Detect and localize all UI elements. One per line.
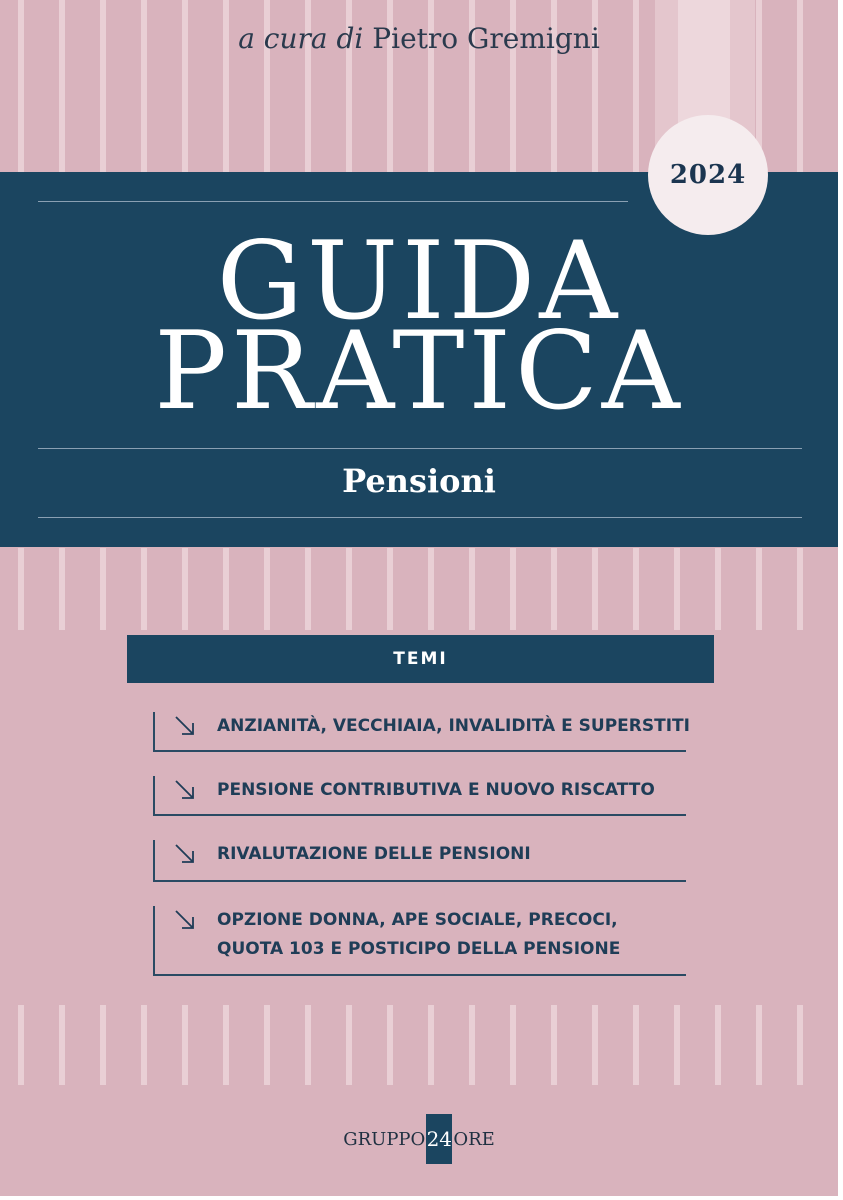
stripe: [428, 1005, 434, 1085]
stripe: [469, 548, 475, 630]
stripe: [305, 548, 311, 630]
subtitle: Pensioni: [342, 462, 496, 500]
stripe: [346, 1005, 352, 1085]
stripe: [387, 548, 393, 630]
stripe: [592, 548, 598, 630]
stripe: [674, 548, 680, 630]
title-line-2: PRATICA: [154, 309, 684, 434]
year-badge: [648, 115, 768, 235]
stripe: [100, 548, 106, 630]
publisher-logo: [0, 1114, 838, 1164]
topic-label: PENSIONE CONTRIBUTIVA E NUOVO RISCATTO: [217, 780, 655, 800]
band-rule-top: [38, 201, 628, 202]
stripe: [141, 548, 147, 630]
year-label: 2024: [669, 160, 747, 190]
stripe: [18, 548, 24, 630]
stripe: [551, 548, 557, 630]
section-label: TEMI: [393, 649, 448, 669]
topic-label: RIVALUTAZIONE DELLE PENSIONI: [217, 844, 531, 864]
editor-credit: [0, 22, 838, 55]
stripe: [387, 1005, 393, 1085]
section-header-bar: [127, 635, 714, 683]
publisher-name-left: GRUPPO: [343, 1128, 426, 1150]
topic-item: [153, 776, 686, 816]
stripe: [346, 548, 352, 630]
stripe: [715, 1005, 721, 1085]
stripe: [18, 1005, 24, 1085]
band-rule-middle: [38, 448, 802, 449]
stripe: [223, 548, 229, 630]
stripe: [223, 1005, 229, 1085]
stripe: [592, 1005, 598, 1085]
stripe: [141, 1005, 147, 1085]
stripe: [797, 1005, 803, 1085]
editor-prefix: a cura di: [238, 22, 364, 55]
stripe: [100, 1005, 106, 1085]
title-line-1: GUIDA: [216, 219, 622, 344]
arrow-down-right-icon: [173, 714, 197, 738]
topic-item: [153, 840, 686, 882]
stripe: [59, 1005, 65, 1085]
arrow-down-right-icon: [173, 778, 197, 802]
stripe: [428, 548, 434, 630]
stripe: [674, 1005, 680, 1085]
stripe: [551, 1005, 557, 1085]
stripe: [305, 1005, 311, 1085]
publisher-name-right: ORE: [453, 1128, 495, 1150]
publisher-number-box: 24: [426, 1114, 452, 1164]
stripe: [182, 1005, 188, 1085]
stripe: [510, 1005, 516, 1085]
stripe: [264, 548, 270, 630]
topic-item: [153, 712, 690, 752]
stripe: [264, 1005, 270, 1085]
stripe: [633, 548, 639, 630]
stripe: [510, 548, 516, 630]
stripe: [756, 548, 762, 630]
stripe: [797, 548, 803, 630]
stripe: [182, 548, 188, 630]
topic-item: [153, 906, 686, 976]
stripe: [633, 1005, 639, 1085]
arrow-down-right-icon: [173, 842, 197, 866]
topic-label-line-2: QUOTA 103 E POSTICIPO DELLA PENSIONE: [217, 939, 621, 959]
topic-label-line-1: OPZIONE DONNA, APE SOCIALE, PRECOCI,: [217, 910, 618, 930]
stripe: [469, 1005, 475, 1085]
stripe: [756, 1005, 762, 1085]
stripe: [59, 548, 65, 630]
editor-name: Pietro Gremigni: [372, 22, 600, 55]
band-rule-bottom: [38, 517, 802, 518]
stripe: [715, 548, 721, 630]
topic-label: ANZIANITÀ, VECCHIAIA, INVALIDITÀ E SUPERSTITI: [217, 716, 690, 736]
arrow-down-right-icon: [173, 908, 197, 932]
